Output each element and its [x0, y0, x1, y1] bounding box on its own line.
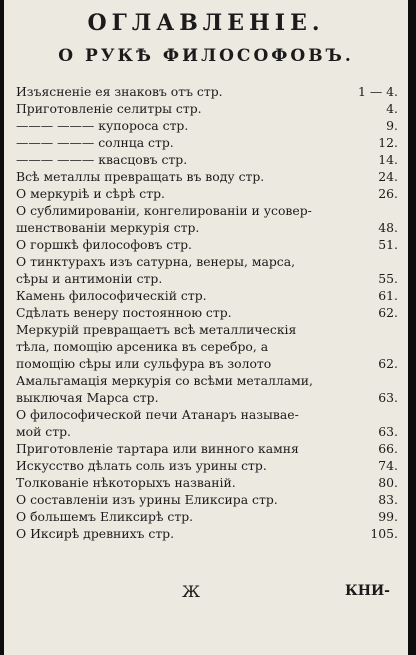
- toc-entry-page: 66.: [378, 441, 398, 456]
- toc-entry-text: мой стр.: [16, 424, 71, 439]
- toc-entry-text: О философической печи Атанаръ называе-: [16, 407, 299, 422]
- toc-entry: [16, 287, 398, 304]
- toc-entry-text: О горшкѣ философовъ стр.: [16, 237, 192, 252]
- toc-entry: [16, 236, 398, 253]
- toc-entry-text: Амальгамація меркурія со всѣми металлами,: [16, 373, 313, 388]
- page-title: ОГЛАВЛЕНІЕ.: [87, 10, 325, 36]
- toc-entry-text: тѣла, помощію арсеника въ серебро, а: [16, 339, 269, 354]
- toc-entry-page: 48.: [378, 220, 398, 235]
- toc-entry-text: О большемъ Еликсирѣ стр.: [16, 509, 194, 524]
- toc-entry-page: 74.: [378, 458, 398, 473]
- toc-entry: [16, 389, 398, 406]
- toc-entry: [16, 202, 398, 219]
- toc-entry-text: Изъясненіе ея знаковъ отъ стр.: [16, 84, 223, 99]
- catchword: КНИ-: [344, 583, 390, 599]
- toc-entry-text: шенствованіи меркурія стр.: [16, 220, 200, 235]
- toc-entry-page: 24.: [378, 169, 398, 184]
- toc-entry: [16, 423, 398, 440]
- toc-entry-text: Сдѣлать венеру постоянною стр.: [16, 305, 232, 320]
- toc-entry-text: О меркуріѣ и сѣрѣ стр.: [16, 186, 165, 201]
- toc-entry-page: 80.: [378, 475, 398, 490]
- book-page: [4, 0, 408, 655]
- toc-entry-text: выключая Марса стр.: [16, 390, 159, 405]
- toc-entry-text: Всѣ металлы превращать въ воду стр.: [16, 169, 265, 184]
- toc-entry-page: 4.: [386, 101, 398, 116]
- toc-entry-text: Приготовленіе селитры стр.: [16, 101, 202, 116]
- toc-entry-page: 83.: [378, 492, 398, 507]
- toc-entry: [16, 474, 398, 491]
- toc-entry: [16, 100, 398, 117]
- toc-entry-text: Искусство дѣлать соль изъ урины стр.: [16, 458, 267, 473]
- toc-entry-text: сѣры и антимоніи стр.: [16, 271, 163, 286]
- toc-entry-text: помощію сѣры или сульфура въ золото: [16, 356, 272, 371]
- toc-entry-page: 63.: [378, 424, 398, 439]
- toc-entry: [16, 372, 398, 389]
- toc-entry: [16, 270, 398, 287]
- toc-entry-text: Меркурій превращаетъ всѣ металлическія: [16, 322, 297, 337]
- toc-entry: [16, 491, 398, 508]
- toc-entry: [16, 440, 398, 457]
- toc-entry-text: ——— ——— солнца стр.: [16, 135, 174, 150]
- toc-entry-text: О составленіи изъ урины Еликсира стр.: [16, 492, 278, 507]
- toc-entry-text: Толкованіе нѣкоторыхъ названій.: [16, 475, 236, 490]
- toc-entry: [16, 253, 398, 270]
- toc-entry: [16, 355, 398, 372]
- toc-entry-page: 61.: [378, 288, 398, 303]
- table-of-contents: [16, 83, 398, 542]
- toc-entry-text: ——— ——— квасцовъ стр.: [16, 152, 188, 167]
- toc-entry: [16, 83, 398, 100]
- toc-entry-page: 26.: [378, 186, 398, 201]
- toc-entry: [16, 168, 398, 185]
- toc-entry-text: О тинктурахъ изъ сатурна, венеры, марса,: [16, 254, 296, 269]
- toc-entry: [16, 185, 398, 202]
- toc-entry: [16, 508, 398, 525]
- toc-entry: [16, 457, 398, 474]
- toc-entry-page: 12.: [378, 135, 398, 150]
- toc-entry-page: 63.: [378, 390, 398, 405]
- toc-entry-text: Камень философическій стр.: [16, 288, 207, 303]
- toc-entry: [16, 219, 398, 236]
- toc-entry-text: О сублимированіи, конгелированіи и усовер-: [16, 203, 312, 218]
- toc-entry-page: 62.: [378, 305, 398, 320]
- toc-entry: [16, 304, 398, 321]
- toc-entry: [16, 338, 398, 355]
- toc-entry-page: 1 — 4.: [358, 84, 398, 99]
- toc-entry-page: 9.: [386, 118, 398, 133]
- signature-mark: Ж: [182, 582, 200, 601]
- toc-entry: [16, 117, 398, 134]
- toc-entry-page: 105.: [370, 526, 398, 541]
- toc-entry-text: ——— ——— купороса стр.: [16, 118, 189, 133]
- section-subtitle: О РУКѢ ФИЛОСОФОВЪ.: [58, 46, 354, 66]
- toc-entry-page: 51.: [378, 237, 398, 252]
- toc-entry-page: 14.: [378, 152, 398, 167]
- toc-entry: [16, 151, 398, 168]
- toc-entry: [16, 321, 398, 338]
- toc-entry-text: Приготовленіе тартара или винного камня: [16, 441, 299, 456]
- toc-entry-page: 99.: [378, 509, 398, 524]
- toc-entry-page: 62.: [378, 356, 398, 371]
- toc-entry: [16, 525, 398, 542]
- toc-entry-page: 55.: [378, 271, 398, 286]
- toc-entry-text: О Иксирѣ древнихъ стр.: [16, 526, 175, 541]
- toc-entry: [16, 134, 398, 151]
- toc-entry: [16, 406, 398, 423]
